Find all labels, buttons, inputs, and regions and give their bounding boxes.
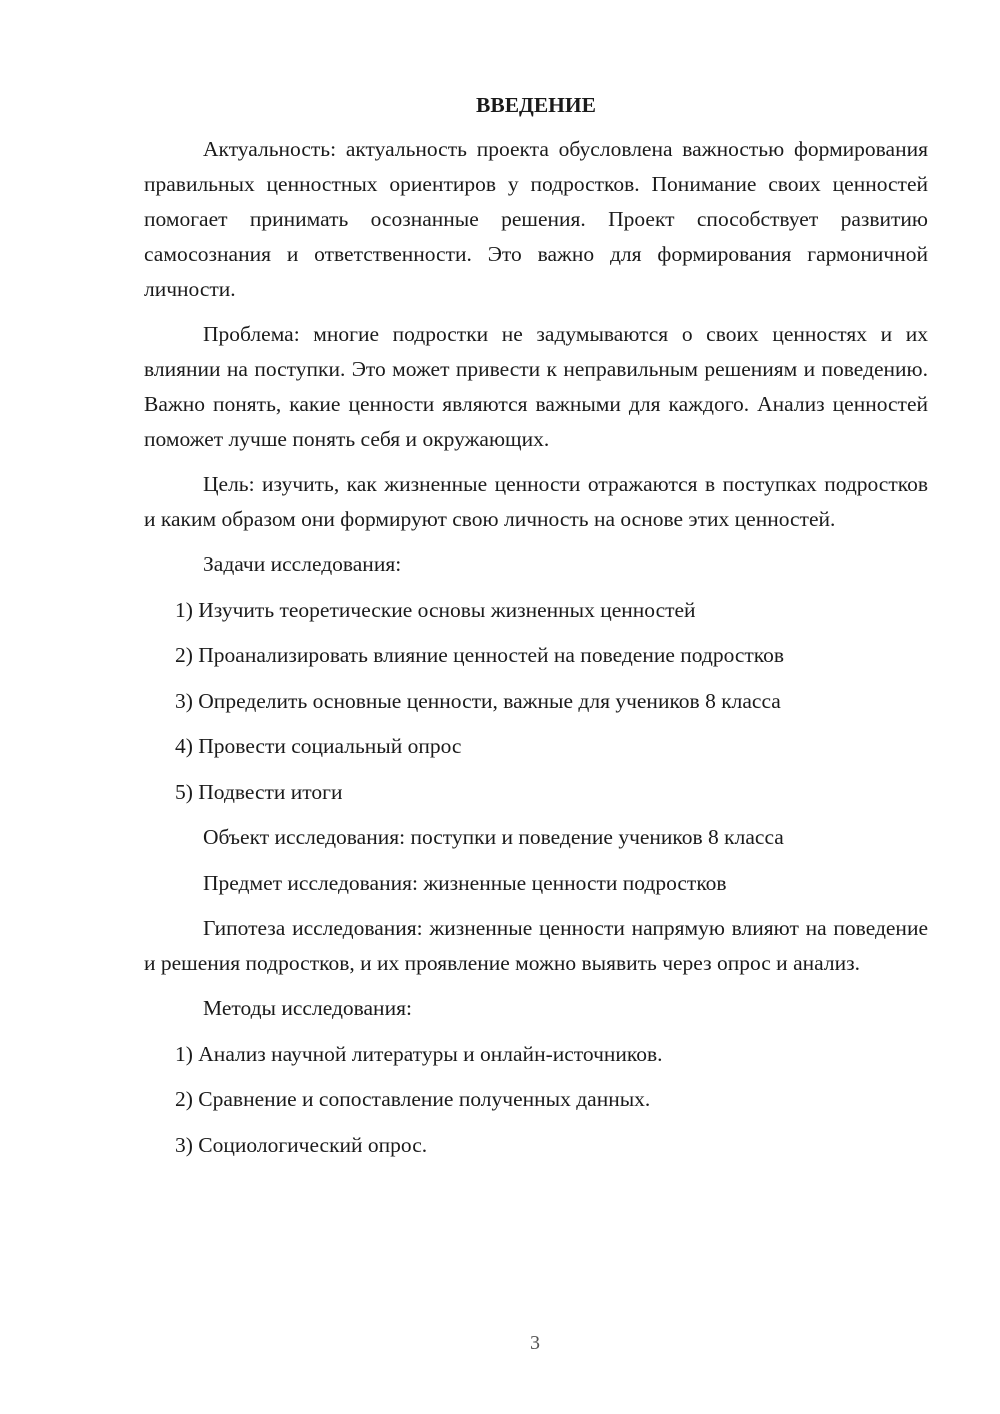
methods-title: Методы исследования: [203, 996, 412, 1020]
task-item: 1) Изучить теоретические основы жизненных ценностей [175, 597, 696, 622]
tasks-title: Задачи исследования: [203, 552, 402, 576]
task-item: 5) Подвести итоги [175, 779, 343, 804]
section-heading: ВВЕДЕНИЕ [476, 93, 596, 117]
method-item: 3) Социологический опрос. [175, 1132, 428, 1157]
task-item: 3) Определить основные ценности, важные для учеников 8 класса [175, 688, 781, 713]
task-item: 4) Провести социальный опрос [175, 734, 462, 758]
method-item: 2) Сравнение и сопоставление полученных данных. [175, 1087, 651, 1111]
task-item: 2) Проанализировать влияние ценностей на поведение подростков [175, 643, 785, 667]
goal-paragraph: Цель: изучить, как жизненные ценности отражаются в поступках подростков и каким образом они формируют свою личность на основе этих ценностей. [144, 472, 928, 531]
hypothesis-paragraph: Гипотеза исследования: жизненные ценности напрямую влияют на поведение и решения подростков, и их проявление можно выявить через опрос и анализ. [144, 916, 928, 975]
page-number: 3 [530, 1332, 540, 1354]
method-item: 1) Анализ научной литературы и онлайн-источников. [175, 1041, 663, 1066]
actuality-paragraph: Актуальность: актуальность проекта обусловлена важностью формирования правильных ценностных ориентиров у подростков. Понимание своих ценностей помогает принимать осознанные решения. Проект способствует развитию самосознания и ответственности. Это важно для формирования гармоничной личности. [144, 137, 928, 301]
research-object: Объект исследования: поступки и поведение учеников 8 класса [203, 825, 784, 849]
research-subject: Предмет исследования: жизненные ценности подростков [203, 870, 727, 895]
document-page [144, 88, 928, 1173]
problem-paragraph: Проблема: многие подростки не задумываются о своих ценностях и их влиянии на поступки. Это может привести к неправильным решениям и поведению. Важно понять, какие ценности являются важными для каждого. Анализ ценностей поможет лучше понять себя и окружающих. [144, 322, 928, 451]
